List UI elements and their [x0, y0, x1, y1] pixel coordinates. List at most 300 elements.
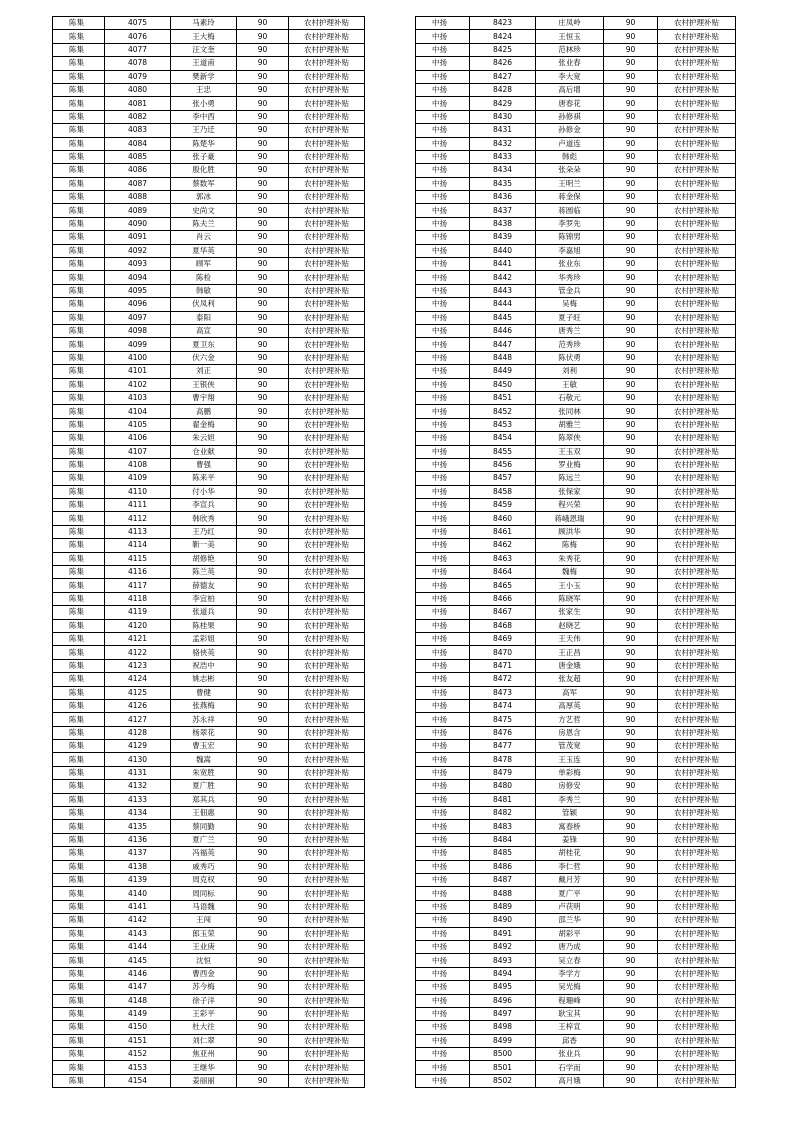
amount-cell: 90 [604, 874, 658, 887]
amount-cell: 90 [237, 967, 289, 980]
amount-cell: 90 [604, 445, 658, 458]
subsidy-type-cell: 农村护理补贴 [658, 512, 736, 525]
township-cell: 中扬 [416, 994, 470, 1007]
amount-cell: 90 [604, 231, 658, 244]
serial-number-cell: 8440 [470, 244, 536, 257]
township-cell: 陈集 [53, 793, 105, 806]
amount-cell: 90 [604, 820, 658, 833]
name-cell: 夏卫东 [171, 338, 237, 351]
subsidy-type-cell: 农村护理补贴 [289, 900, 365, 913]
amount-cell: 90 [604, 914, 658, 927]
serial-number-cell: 8471 [470, 659, 536, 672]
table-row [53, 298, 365, 311]
township-cell: 中扬 [416, 284, 470, 297]
serial-number-cell: 8425 [470, 43, 536, 56]
subsidy-type-cell: 农村护理补贴 [289, 914, 365, 927]
serial-number-cell: 8466 [470, 592, 536, 605]
name-cell: 程珊峰 [536, 994, 604, 1007]
name-cell: 李罗先 [536, 217, 604, 230]
serial-number-cell: 4117 [105, 579, 171, 592]
amount-cell: 90 [237, 646, 289, 659]
township-cell: 陈集 [53, 472, 105, 485]
serial-number-cell: 8468 [470, 619, 536, 632]
township-cell: 中扬 [416, 793, 470, 806]
serial-number-cell: 8443 [470, 284, 536, 297]
serial-number-cell: 4075 [105, 17, 171, 30]
serial-number-cell: 4077 [105, 43, 171, 56]
right-subsidy-table [415, 16, 736, 1088]
table-row [416, 432, 736, 445]
township-cell: 陈集 [53, 539, 105, 552]
serial-number-cell: 4130 [105, 753, 171, 766]
name-cell: 樊新学 [171, 70, 237, 83]
township-cell: 中扬 [416, 97, 470, 110]
amount-cell: 90 [237, 740, 289, 753]
amount-cell: 90 [237, 177, 289, 190]
table-row [53, 887, 365, 900]
subsidy-type-cell: 农村护理补贴 [658, 1048, 736, 1061]
amount-cell: 90 [604, 43, 658, 56]
table-row [53, 485, 365, 498]
serial-number-cell: 4142 [105, 914, 171, 927]
amount-cell: 90 [237, 1048, 289, 1061]
township-cell: 中扬 [416, 646, 470, 659]
subsidy-type-cell: 农村护理补贴 [289, 766, 365, 779]
township-cell: 陈集 [53, 124, 105, 137]
subsidy-type-cell: 农村护理补贴 [289, 365, 365, 378]
subsidy-type-cell: 农村护理补贴 [289, 324, 365, 337]
subsidy-type-cell: 农村护理补贴 [289, 632, 365, 645]
serial-number-cell: 8475 [470, 713, 536, 726]
serial-number-cell: 8482 [470, 807, 536, 820]
table-row [416, 365, 736, 378]
table-row [416, 191, 736, 204]
serial-number-cell: 4112 [105, 512, 171, 525]
amount-cell: 90 [604, 566, 658, 579]
name-cell: 周克权 [171, 874, 237, 887]
subsidy-type-cell: 农村护理补贴 [658, 606, 736, 619]
amount-cell: 90 [604, 592, 658, 605]
township-cell: 陈集 [53, 940, 105, 953]
name-cell: 单彩梅 [536, 766, 604, 779]
name-cell: 李大宽 [536, 70, 604, 83]
subsidy-type-cell: 农村护理补贴 [658, 753, 736, 766]
amount-cell: 90 [237, 311, 289, 324]
table-row [416, 994, 736, 1007]
serial-number-cell: 4128 [105, 726, 171, 739]
table-row [416, 659, 736, 672]
serial-number-cell: 8423 [470, 17, 536, 30]
amount-cell: 90 [604, 391, 658, 404]
subsidy-type-cell: 农村护理补贴 [289, 499, 365, 512]
amount-cell: 90 [237, 244, 289, 257]
subsidy-type-cell: 农村护理补贴 [658, 659, 736, 672]
serial-number-cell: 4083 [105, 124, 171, 137]
serial-number-cell: 4099 [105, 338, 171, 351]
serial-number-cell: 8500 [470, 1048, 536, 1061]
table-row [53, 43, 365, 56]
table-row [416, 271, 736, 284]
township-cell: 陈集 [53, 592, 105, 605]
subsidy-type-cell: 农村护理补贴 [658, 137, 736, 150]
name-cell: 张燕梅 [171, 699, 237, 712]
table-row [53, 164, 365, 177]
table-row [53, 70, 365, 83]
amount-cell: 90 [604, 606, 658, 619]
serial-number-cell: 8477 [470, 740, 536, 753]
table-row [53, 552, 365, 565]
amount-cell: 90 [604, 83, 658, 96]
name-cell: 郭冰 [171, 191, 237, 204]
amount-cell: 90 [604, 137, 658, 150]
serial-number-cell: 4092 [105, 244, 171, 257]
serial-number-cell: 8426 [470, 57, 536, 70]
serial-number-cell: 8465 [470, 579, 536, 592]
table-row [53, 512, 365, 525]
subsidy-type-cell: 农村护理补贴 [289, 887, 365, 900]
subsidy-type-cell: 农村护理补贴 [658, 833, 736, 846]
amount-cell: 90 [237, 1007, 289, 1020]
township-cell: 中扬 [416, 217, 470, 230]
township-cell: 中扬 [416, 418, 470, 431]
township-cell: 中扬 [416, 365, 470, 378]
subsidy-type-cell: 农村护理补贴 [289, 217, 365, 230]
name-cell: 翟金梅 [171, 418, 237, 431]
table-row [53, 954, 365, 967]
table-row [53, 191, 365, 204]
subsidy-type-cell: 农村护理补贴 [658, 566, 736, 579]
subsidy-type-cell: 农村护理补贴 [289, 793, 365, 806]
amount-cell: 90 [604, 1074, 658, 1087]
amount-cell: 90 [237, 499, 289, 512]
township-cell: 陈集 [53, 766, 105, 779]
subsidy-type-cell: 农村护理补贴 [289, 258, 365, 271]
amount-cell: 90 [237, 191, 289, 204]
name-cell: 姜锋 [536, 833, 604, 846]
serial-number-cell: 4138 [105, 860, 171, 873]
subsidy-type-cell: 农村护理补贴 [289, 432, 365, 445]
name-cell: 程兴荣 [536, 499, 604, 512]
amount-cell: 90 [604, 619, 658, 632]
table-row [53, 914, 365, 927]
table-row [416, 97, 736, 110]
serial-number-cell: 4091 [105, 231, 171, 244]
table-row [53, 606, 365, 619]
table-row [416, 981, 736, 994]
serial-number-cell: 8494 [470, 967, 536, 980]
name-cell: 耿宝其 [536, 1007, 604, 1020]
amount-cell: 90 [604, 405, 658, 418]
name-cell: 陈夫兰 [171, 217, 237, 230]
amount-cell: 90 [237, 432, 289, 445]
amount-cell: 90 [237, 807, 289, 820]
name-cell: 唐乃成 [536, 940, 604, 953]
serial-number-cell: 8464 [470, 566, 536, 579]
name-cell: 胡修艳 [171, 552, 237, 565]
name-cell: 石学而 [536, 1061, 604, 1074]
township-cell: 陈集 [53, 150, 105, 163]
amount-cell: 90 [604, 217, 658, 230]
left-subsidy-table [52, 16, 365, 1088]
name-cell: 夏广胜 [171, 780, 237, 793]
name-cell: 王大梅 [171, 30, 237, 43]
serial-number-cell: 8456 [470, 458, 536, 471]
serial-number-cell: 8492 [470, 940, 536, 953]
amount-cell: 90 [604, 458, 658, 471]
name-cell: 陈翠侠 [536, 432, 604, 445]
table-row [53, 927, 365, 940]
table-row [416, 485, 736, 498]
amount-cell: 90 [604, 726, 658, 739]
table-row [416, 606, 736, 619]
subsidy-type-cell: 农村护理补贴 [289, 566, 365, 579]
township-cell: 中扬 [416, 311, 470, 324]
subsidy-type-cell: 农村护理补贴 [658, 874, 736, 887]
serial-number-cell: 8445 [470, 311, 536, 324]
name-cell: 夏广平 [536, 887, 604, 900]
subsidy-type-cell: 农村护理补贴 [658, 887, 736, 900]
serial-number-cell: 4096 [105, 298, 171, 311]
township-cell: 陈集 [53, 967, 105, 980]
amount-cell: 90 [604, 97, 658, 110]
subsidy-type-cell: 农村护理补贴 [658, 124, 736, 137]
table-row [416, 472, 736, 485]
name-cell: 曹强 [171, 458, 237, 471]
subsidy-type-cell: 农村护理补贴 [289, 485, 365, 498]
township-cell: 陈集 [53, 271, 105, 284]
name-cell: 夏华英 [171, 244, 237, 257]
serial-number-cell: 8478 [470, 753, 536, 766]
amount-cell: 90 [237, 365, 289, 378]
serial-number-cell: 4109 [105, 472, 171, 485]
table-row [53, 324, 365, 337]
table-row [53, 418, 365, 431]
name-cell: 陈检 [171, 271, 237, 284]
table-row [53, 365, 365, 378]
subsidy-type-cell: 农村护理补贴 [658, 740, 736, 753]
table-row [416, 632, 736, 645]
subsidy-type-cell: 农村护理补贴 [658, 967, 736, 980]
serial-number-cell: 8476 [470, 726, 536, 739]
table-row [416, 324, 736, 337]
amount-cell: 90 [604, 1061, 658, 1074]
amount-cell: 90 [237, 1034, 289, 1047]
table-row [416, 847, 736, 860]
name-cell: 寓春桥 [536, 820, 604, 833]
serial-number-cell: 8449 [470, 365, 536, 378]
township-cell: 陈集 [53, 351, 105, 364]
amount-cell: 90 [604, 472, 658, 485]
subsidy-type-cell: 农村护理补贴 [289, 311, 365, 324]
table-row [53, 110, 365, 123]
name-cell: 张同林 [536, 405, 604, 418]
township-cell: 中扬 [416, 137, 470, 150]
amount-cell: 90 [604, 124, 658, 137]
township-cell: 中扬 [416, 391, 470, 404]
table-row [416, 807, 736, 820]
table-row [416, 1034, 736, 1047]
serial-number-cell: 8498 [470, 1021, 536, 1034]
amount-cell: 90 [604, 793, 658, 806]
serial-number-cell: 8461 [470, 525, 536, 538]
name-cell: 韩敏 [171, 284, 237, 297]
serial-number-cell: 8424 [470, 30, 536, 43]
amount-cell: 90 [237, 619, 289, 632]
name-cell: 张子豪 [171, 150, 237, 163]
table-row [416, 43, 736, 56]
table-row [53, 632, 365, 645]
name-cell: 卢茯明 [536, 900, 604, 913]
table-row [416, 83, 736, 96]
subsidy-type-cell: 农村护理补贴 [658, 204, 736, 217]
table-row [53, 740, 365, 753]
township-cell: 中扬 [416, 499, 470, 512]
serial-number-cell: 4104 [105, 405, 171, 418]
township-cell: 陈集 [53, 740, 105, 753]
table-row [416, 458, 736, 471]
amount-cell: 90 [237, 606, 289, 619]
table-row [416, 150, 736, 163]
amount-cell: 90 [604, 673, 658, 686]
serial-number-cell: 4152 [105, 1048, 171, 1061]
subsidy-type-cell: 农村护理补贴 [658, 592, 736, 605]
name-cell: 孙修祺 [536, 110, 604, 123]
serial-number-cell: 4100 [105, 351, 171, 364]
serial-number-cell: 8446 [470, 324, 536, 337]
amount-cell: 90 [604, 994, 658, 1007]
amount-cell: 90 [604, 110, 658, 123]
table-row [416, 231, 736, 244]
table-row [416, 70, 736, 83]
amount-cell: 90 [237, 137, 289, 150]
subsidy-type-cell: 农村护理补贴 [289, 43, 365, 56]
name-cell: 王恒玉 [536, 30, 604, 43]
township-cell: 中扬 [416, 432, 470, 445]
table-row [416, 124, 736, 137]
township-cell: 中扬 [416, 164, 470, 177]
name-cell: 殷化胜 [171, 164, 237, 177]
subsidy-type-cell: 农村护理补贴 [658, 57, 736, 70]
serial-number-cell: 8470 [470, 646, 536, 659]
subsidy-type-cell: 农村护理补贴 [658, 807, 736, 820]
subsidy-type-cell: 农村护理补贴 [658, 847, 736, 860]
name-cell: 王闯 [171, 914, 237, 927]
township-cell: 陈集 [53, 204, 105, 217]
subsidy-type-cell: 农村护理补贴 [289, 231, 365, 244]
name-cell: 陈晓军 [536, 592, 604, 605]
township-cell: 陈集 [53, 485, 105, 498]
name-cell: 朱宽胜 [171, 766, 237, 779]
name-cell: 肖云 [171, 231, 237, 244]
serial-number-cell: 8427 [470, 70, 536, 83]
subsidy-type-cell: 农村护理补贴 [289, 244, 365, 257]
name-cell: 张家生 [536, 606, 604, 619]
township-cell: 中扬 [416, 30, 470, 43]
serial-number-cell: 8474 [470, 699, 536, 712]
township-cell: 陈集 [53, 954, 105, 967]
table-row [53, 1048, 365, 1061]
township-cell: 陈集 [53, 83, 105, 96]
serial-number-cell: 4082 [105, 110, 171, 123]
subsidy-type-cell: 农村护理补贴 [658, 900, 736, 913]
serial-number-cell: 4151 [105, 1034, 171, 1047]
name-cell: 杜大往 [171, 1021, 237, 1034]
township-cell: 陈集 [53, 231, 105, 244]
serial-number-cell: 8437 [470, 204, 536, 217]
table-row [416, 914, 736, 927]
subsidy-type-cell: 农村护理补贴 [289, 1048, 365, 1061]
amount-cell: 90 [237, 97, 289, 110]
amount-cell: 90 [237, 874, 289, 887]
township-cell: 陈集 [53, 97, 105, 110]
name-cell: 顾军 [171, 258, 237, 271]
name-cell: 祝浩中 [171, 659, 237, 672]
serial-number-cell: 4088 [105, 191, 171, 204]
amount-cell: 90 [604, 365, 658, 378]
table-row [53, 351, 365, 364]
subsidy-type-cell: 农村护理补贴 [658, 1074, 736, 1087]
table-row [53, 860, 365, 873]
table-row [53, 124, 365, 137]
township-cell: 中扬 [416, 338, 470, 351]
serial-number-cell: 8473 [470, 686, 536, 699]
township-cell: 中扬 [416, 244, 470, 257]
amount-cell: 90 [604, 164, 658, 177]
township-cell: 陈集 [53, 900, 105, 913]
township-cell: 中扬 [416, 539, 470, 552]
name-cell: 王玉双 [536, 445, 604, 458]
township-cell: 陈集 [53, 405, 105, 418]
subsidy-type-cell: 农村护理补贴 [289, 780, 365, 793]
table-row [416, 258, 736, 271]
table-row [53, 699, 365, 712]
serial-number-cell: 4143 [105, 927, 171, 940]
serial-number-cell: 8489 [470, 900, 536, 913]
table-row [416, 391, 736, 404]
serial-number-cell: 4115 [105, 552, 171, 565]
serial-number-cell: 4123 [105, 659, 171, 672]
name-cell: 郎玉荣 [171, 927, 237, 940]
name-cell: 朱秀花 [536, 552, 604, 565]
subsidy-type-cell: 农村护理补贴 [658, 713, 736, 726]
amount-cell: 90 [237, 324, 289, 337]
township-cell: 中扬 [416, 1007, 470, 1020]
amount-cell: 90 [237, 994, 289, 1007]
township-cell: 中扬 [416, 740, 470, 753]
subsidy-type-cell: 农村护理补贴 [658, 351, 736, 364]
amount-cell: 90 [237, 70, 289, 83]
subsidy-type-cell: 农村护理补贴 [289, 833, 365, 846]
township-cell: 陈集 [53, 30, 105, 43]
name-cell: 付小华 [171, 485, 237, 498]
name-cell: 张业东 [536, 258, 604, 271]
serial-number-cell: 8479 [470, 766, 536, 779]
subsidy-type-cell: 农村护理补贴 [289, 83, 365, 96]
table-row [416, 499, 736, 512]
name-cell: 刘正 [171, 365, 237, 378]
serial-number-cell: 4108 [105, 458, 171, 471]
name-cell: 李学方 [536, 967, 604, 980]
name-cell: 夏广兰 [171, 833, 237, 846]
amount-cell: 90 [604, 1034, 658, 1047]
subsidy-type-cell: 农村护理补贴 [658, 445, 736, 458]
name-cell: 陈远兰 [536, 472, 604, 485]
name-cell: 张业春 [536, 57, 604, 70]
township-cell: 陈集 [53, 110, 105, 123]
amount-cell: 90 [604, 150, 658, 163]
amount-cell: 90 [237, 391, 289, 404]
table-row [53, 405, 365, 418]
